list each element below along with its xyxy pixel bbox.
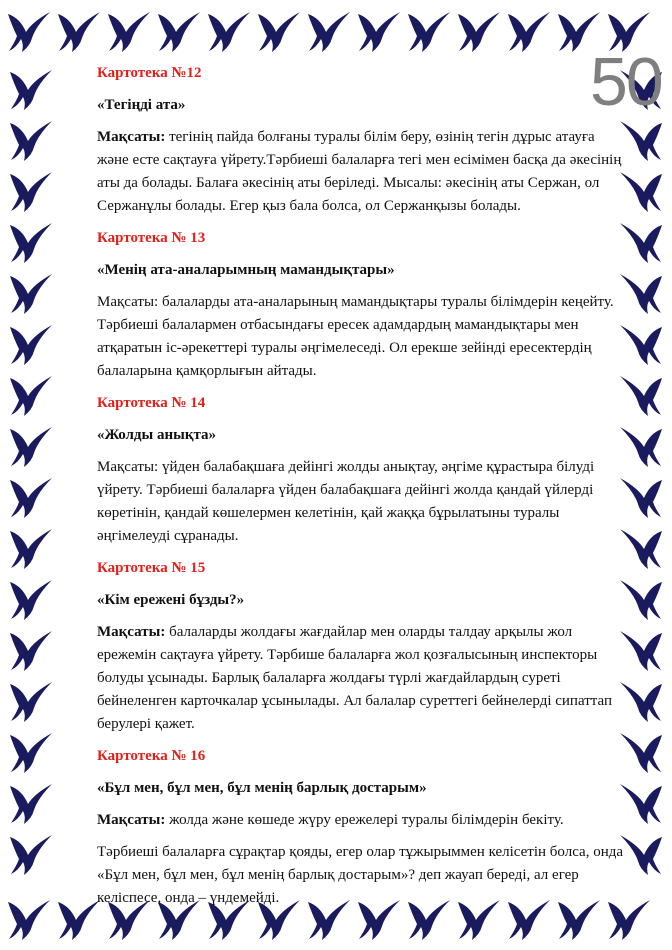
- document-body: [97, 62, 624, 919]
- swallow-bird-icon: [56, 8, 102, 54]
- swallow-bird-icon: [306, 8, 352, 54]
- card-name: «Кім ережені бұзды?»: [97, 592, 245, 608]
- card-12: [97, 62, 624, 218]
- swallow-bird-icon: [8, 525, 54, 571]
- swallow-bird-icon: [618, 627, 664, 673]
- card-paragraph: [97, 841, 624, 910]
- swallow-bird-icon: [356, 8, 402, 54]
- card-title: Картотека № 14: [97, 395, 206, 411]
- swallow-bird-icon: [8, 474, 54, 520]
- card-paragraph: [97, 809, 624, 832]
- swallow-bird-icon: [56, 896, 102, 942]
- swallow-bird-icon: [256, 8, 302, 54]
- card-16: [97, 745, 624, 910]
- card-paragraph: [97, 621, 624, 736]
- swallow-bird-icon: [8, 423, 54, 469]
- card-title: Картотека № 13: [97, 230, 206, 246]
- swallow-bird-icon: [8, 627, 54, 673]
- border-top: [0, 0, 672, 62]
- swallow-bird-icon: [406, 8, 452, 54]
- swallow-bird-icon: [456, 8, 502, 54]
- paragraph-text: жолда және көшеде жүру ережелері туралы білімдерін бекіту.: [165, 812, 564, 828]
- swallow-bird-icon: [618, 525, 664, 571]
- swallow-bird-icon: [8, 219, 54, 265]
- card-name: «Бұл мен, бұл мен, бұл менің барлық достарым»: [97, 780, 427, 796]
- card-name: «Тегіңді ата»: [97, 97, 186, 113]
- swallow-bird-icon: [618, 168, 664, 214]
- swallow-bird-icon: [618, 117, 664, 163]
- swallow-bird-icon: [8, 117, 54, 163]
- swallow-bird-icon: [8, 372, 54, 418]
- swallow-bird-icon: [6, 8, 52, 54]
- card-15: [97, 557, 624, 736]
- swallow-bird-icon: [618, 219, 664, 265]
- goal-label: Мақсаты:: [97, 812, 166, 828]
- swallow-bird-icon: [618, 423, 664, 469]
- swallow-bird-icon: [8, 678, 54, 724]
- swallow-bird-icon: [618, 729, 664, 775]
- swallow-bird-icon: [8, 321, 54, 367]
- swallow-bird-icon: [206, 8, 252, 54]
- page-number: 50: [590, 44, 662, 120]
- card-name: «Жолды анықта»: [97, 427, 217, 443]
- swallow-bird-icon: [618, 678, 664, 724]
- paragraph-text: балаларды жолдағы жағдайлар мен оларды талдау арқылы жол ережемін сақтауға үйрету. Тәрбише балаларға жол қозғалысының инспекторы болуды ұсынады. Барлық балаларға жолдағы түрлі жағдайлардың суреті бейнеленген карточкалар ұсынылады. Ал балалар суреттегі бейнелерді сипаттап берулері қажет.: [97, 624, 613, 732]
- swallow-bird-icon: [8, 831, 54, 877]
- swallow-bird-icon: [618, 831, 664, 877]
- card-paragraph: [97, 456, 624, 548]
- card-title: Картотека №12: [97, 65, 202, 81]
- border-left: [0, 62, 62, 888]
- paragraph-text: Тәрбиеші балаларға сұрақтар қояды, егер олар тұжырыммен келісетін болса, онда «Бұл мен, бұл мен, бұл менің барлық достарым»? деп жауап береді, ал егер келіспесе, онда – үндемейді.: [97, 844, 624, 906]
- card-14: [97, 392, 624, 548]
- card-title: Картотека № 15: [97, 560, 206, 576]
- swallow-bird-icon: [618, 321, 664, 367]
- swallow-bird-icon: [506, 8, 552, 54]
- swallow-bird-icon: [618, 372, 664, 418]
- swallow-bird-icon: [8, 576, 54, 622]
- swallow-bird-icon: [618, 474, 664, 520]
- card-title: Картотека № 16: [97, 748, 206, 764]
- swallow-bird-icon: [618, 270, 664, 316]
- paragraph-text: тегінің пайда болғаны туралы білім беру, өзінің тегін дұрыс атауға және есте сақтауға үйрету.Тәрбиеші балаларға тегі мен есімімен басқа да әкесінің аты да болады. Балаға әкесінің аты беріледі. Мысалы: әкесінің аты Сержан, ол Сержанұлы болады. Егер қыз бала болса, ол Сержанқызы болады.: [97, 129, 622, 214]
- goal-label: Мақсаты:: [97, 624, 166, 640]
- card-paragraph: [97, 126, 624, 218]
- swallow-bird-icon: [8, 729, 54, 775]
- swallow-bird-icon: [618, 576, 664, 622]
- card-paragraph: [97, 291, 624, 383]
- swallow-bird-icon: [8, 270, 54, 316]
- swallow-bird-icon: [106, 8, 152, 54]
- swallow-bird-icon: [618, 780, 664, 826]
- card-13: [97, 227, 624, 383]
- swallow-bird-icon: [8, 780, 54, 826]
- paragraph-text: Мақсаты: үйден балабақшаға дейінгі жолды анықтау, әңгіме құрастыра білуді үйрету. Тәрбиеші балаларға үйден балабақшаға дейінгі жолда қандай үйлерді көретінін, қандай көшелермен келетінін, қай жаққа бұрылатыны туралы әңгімелеуді сұранады.: [97, 459, 595, 544]
- card-name: «Менің ата-аналарымның мамандықтары»: [97, 262, 395, 278]
- swallow-bird-icon: [156, 8, 202, 54]
- goal-label: Мақсаты:: [97, 129, 166, 145]
- paragraph-text: Мақсаты: балаларды ата-аналарының мамандықтары туралы білімдерін кеңейту. Тәрбиеші балалармен отбасындағы ересек адамдардың мамандықтары мен атқаратын іс-әрекеттері туралы әңгімелеседі. Ол ерекше зейінді ересектердің балаларына қамқорлығын айтады.: [97, 294, 614, 379]
- swallow-bird-icon: [6, 896, 52, 942]
- swallow-bird-icon: [8, 168, 54, 214]
- swallow-bird-icon: [8, 66, 54, 112]
